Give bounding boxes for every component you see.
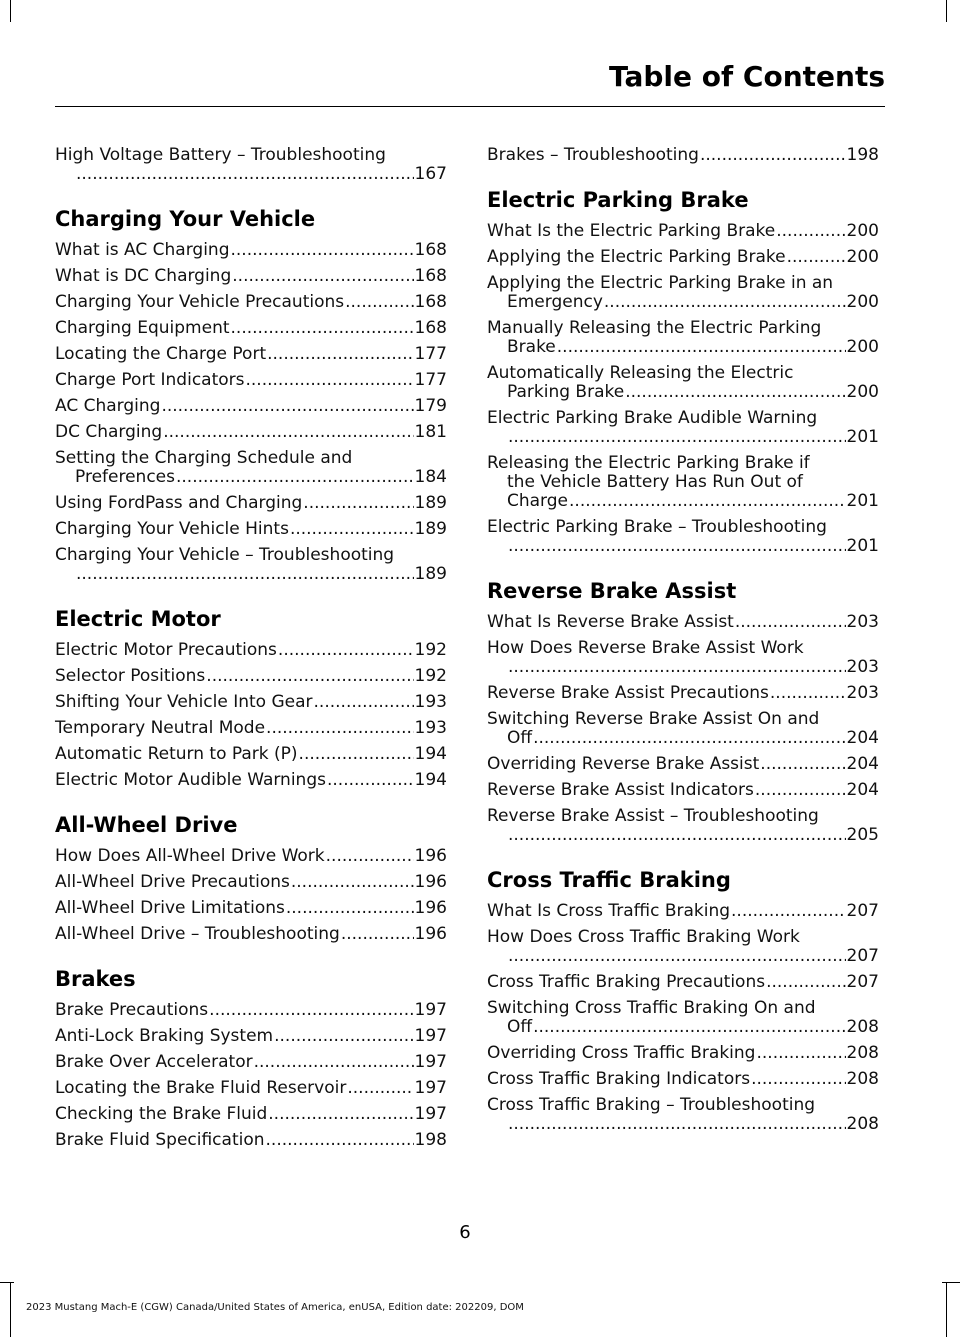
toc-entry-title: All-Wheel Drive – Troubleshooting [55,924,340,944]
toc-leader-dots [176,468,414,487]
toc-entry[interactable] [55,693,447,712]
toc-entry-title: Locating the Charge Port [55,344,267,364]
toc-leader-dots [533,729,845,748]
toc-entry-page: 167 [414,164,447,184]
toc-entry-title: Overriding Reverse Brake Assist [487,754,760,774]
toc-entry-title: Releasing the Electric Parking Brake if [487,453,810,473]
toc-entry[interactable] [487,518,879,556]
toc-leader-dots [766,973,845,992]
toc-entry[interactable] [55,847,447,866]
toc-entry-title: Reverse Brake Assist Precautions [487,683,769,703]
toc-leader-dots [232,267,413,286]
toc-entry-title: Charging Equipment [55,318,230,338]
toc-entry-title: Parking Brake [507,382,625,402]
toc-entry-title: Applying the Electric Parking Brake [487,247,786,267]
toc-entry-page: 168 [414,292,447,312]
toc-entry-title: the Vehicle Battery Has Run Out of [507,472,803,492]
toc-section-heading: Brakes [55,967,136,991]
toc-entry[interactable] [55,520,447,539]
toc-entry-page: 203 [846,683,879,703]
toc-entry-title: Checking the Brake Fluid [55,1104,268,1124]
page-number: 6 [459,1222,471,1243]
toc-entry-page: 192 [414,640,447,660]
toc-entry-title: Cross Traffic Braking Precautions [487,972,766,992]
toc-leader-dots [760,755,845,774]
toc-entry-title: What is AC Charging [55,240,230,260]
toc-entry-title: Off [507,728,533,748]
toc-leader-dots [787,248,846,267]
toc-entry-title: How Does Cross Traffic Braking Work [487,927,800,947]
toc-entry-title: Charging Your Vehicle Hints [55,519,289,539]
toc-entry-title: Brake Fluid Specification [55,1130,265,1150]
toc-entry-page: 168 [414,266,447,286]
toc-leader-dots [756,1044,845,1063]
toc-leader-dots [508,537,846,556]
toc-entry-title: Electric Parking Brake Audible Warning [487,408,818,428]
toc-entry-page: 196 [414,924,447,944]
toc-entry-page: 197 [414,1000,447,1020]
toc-entry-title: Brake [507,337,556,357]
toc-entry[interactable] [487,755,879,774]
toc-entry-page: 197 [414,1052,447,1072]
toc-entry-title: Shifting Your Vehicle Into Gear [55,692,313,712]
toc-leader-dots [700,146,846,165]
toc-entry-title: Applying the Electric Parking Brake in an [487,273,834,293]
toc-entry-title: What Is the Electric Parking Brake [487,221,776,241]
toc-entry-page: 203 [846,657,879,677]
toc-leader-dots [755,781,846,800]
toc-entry-title: Brake Over Accelerator [55,1052,253,1072]
toc-entry-page: 208 [846,1017,879,1037]
toc-entry[interactable] [55,925,447,944]
toc-entry[interactable] [487,409,879,447]
toc-entry-title: Switching Reverse Brake Assist On and [487,709,820,729]
toc-leader-dots [206,667,413,686]
toc-section-heading: Charging Your Vehicle [55,207,316,231]
toc-entry[interactable] [487,781,879,800]
crop-mark-bottom-left-v [10,1282,11,1337]
toc-entry-page: 200 [846,292,879,312]
toc-entry-title: Electric Parking Brake – Troubleshooting [487,517,827,537]
toc-entry-title: Brake Precautions [55,1000,209,1020]
toc-leader-dots [254,1053,414,1072]
toc-leader-dots [508,826,846,845]
toc-entry-title: What Is Reverse Brake Assist [487,612,734,632]
toc-entry-title: Automatic Return to Park (P) [55,744,298,764]
crop-mark-top-left-v [10,0,11,22]
toc-entry-title: Charge Port Indicators [55,370,245,390]
toc-entry[interactable] [55,667,447,686]
toc-entry[interactable] [55,423,447,442]
toc-entry-page: 193 [414,718,447,738]
toc-entry-page: 208 [846,1114,879,1134]
toc-entry[interactable] [55,719,447,738]
toc-entry-page: 203 [846,612,879,632]
toc-entry[interactable] [55,1027,447,1046]
toc-leader-dots [770,684,846,703]
toc-entry-title: Cross Traffic Braking Indicators [487,1069,751,1089]
toc-entry[interactable] [55,745,447,764]
toc-leader-dots [290,520,414,539]
toc-entry-title: Temporary Neutral Mode [55,718,266,738]
toc-section-heading: Electric Motor [55,607,221,631]
toc-entry-title: What Is Cross Traffic Braking [487,901,731,921]
toc-entry-page: 204 [846,728,879,748]
toc-leader-dots [299,745,414,764]
toc-entry[interactable] [487,1096,879,1134]
toc-entry-title: Locating the Brake Fluid Reservoir [55,1078,347,1098]
toc-entry[interactable] [487,928,879,966]
toc-entry-title: DC Charging [55,422,163,442]
toc-entry-page: 201 [846,427,879,447]
toc-entry[interactable] [55,641,447,660]
toc-entry[interactable] [487,274,879,312]
toc-entry-page: 207 [846,972,879,992]
toc-entry-page: 189 [414,519,447,539]
toc-leader-dots [161,397,413,416]
toc-section-heading: Reverse Brake Assist [487,579,737,603]
toc-entry-page: 184 [414,467,447,487]
toc-leader-dots [347,1079,413,1098]
toc-entry-title: Cross Traffic Braking – Troubleshooting [487,1095,816,1115]
toc-leader-dots [557,338,846,357]
toc-entry-page: 177 [414,344,447,364]
toc-entry-page: 200 [846,382,879,402]
toc-entry-title: Emergency [507,292,603,312]
toc-entry-page: 208 [846,1043,879,1063]
toc-leader-dots [604,293,846,312]
toc-entry-title: AC Charging [55,396,161,416]
toc-entry-page: 205 [846,825,879,845]
toc-entry-page: 177 [414,370,447,390]
toc-entry[interactable] [487,1070,879,1089]
toc-leader-dots [278,641,414,660]
crop-mark-bottom-right-v [946,1282,947,1337]
toc-leader-dots [508,1115,846,1134]
toc-leader-dots [76,165,414,184]
footer-edition: 2023 Mustang Mach-E (CGW) Canada/United States of America, enUSA, Edition date: 202209, DOM [26,1302,524,1313]
toc-entry-page: 204 [846,780,879,800]
toc-leader-dots [533,1018,845,1037]
toc-entry[interactable] [487,454,879,511]
toc-entry[interactable] [55,1105,447,1124]
toc-leader-dots [326,847,414,866]
toc-entry[interactable] [487,807,879,845]
toc-entry-page: 204 [846,754,879,774]
toc-entry-title: Automatically Releasing the Electric [487,363,794,383]
toc-entry-page: 196 [414,898,447,918]
toc-entry-title: Charge [507,491,569,511]
toc-entry[interactable] [55,449,447,487]
toc-entry-title: Manually Releasing the Electric Parking [487,318,822,338]
toc-leader-dots [286,899,414,918]
toc-entry-title: All-Wheel Drive Precautions [55,872,290,892]
toc-entry-page: 200 [846,337,879,357]
toc-entry[interactable] [487,364,879,402]
toc-entry-page: 201 [846,491,879,511]
toc-entry[interactable] [487,146,879,165]
toc-entry[interactable] [55,146,447,184]
toc-section-heading: All-Wheel Drive [55,813,238,837]
toc-entry-page: 207 [846,901,879,921]
toc-entry-page: 197 [414,1104,447,1124]
toc-entry-page: 189 [414,564,447,584]
toc-entry-title: Selector Positions [55,666,206,686]
toc-entry-page: 196 [414,872,447,892]
toc-leader-dots [303,494,413,513]
toc-entry[interactable] [55,293,447,312]
toc-entry-page: 192 [414,666,447,686]
toc-entry[interactable] [487,999,879,1037]
toc-entry-page: 207 [846,946,879,966]
toc-leader-dots [291,873,414,892]
toc-entry[interactable] [55,899,447,918]
toc-entry-page: 196 [414,846,447,866]
toc-entry[interactable] [487,902,879,921]
toc-leader-dots [266,1131,414,1150]
toc-entry[interactable] [55,873,447,892]
toc-leader-dots [209,1001,413,1020]
toc-leader-dots [625,383,845,402]
toc-entry-title: High Voltage Battery – Troubleshooting [55,145,386,165]
toc-entry-page: 193 [414,692,447,712]
toc-leader-dots [508,658,846,677]
toc-leader-dots [274,1027,413,1046]
toc-entry-title: Charging Your Vehicle – Troubleshooting [55,545,395,565]
toc-leader-dots [231,241,414,260]
toc-entry[interactable] [487,639,879,677]
toc-entry-page: 179 [414,396,447,416]
toc-leader-dots [76,565,414,584]
toc-leader-dots [163,423,413,442]
toc-entry-title: Switching Cross Traffic Braking On and [487,998,816,1018]
toc-entry[interactable] [487,973,879,992]
toc-entry[interactable] [487,319,879,357]
crop-mark-bottom-left-h [0,1282,14,1283]
toc-entry-title: Off [507,1017,533,1037]
toc-leader-dots [246,371,414,390]
toc-entry-title: What is DC Charging [55,266,232,286]
toc-entry-title: Reverse Brake Assist – Troubleshooting [487,806,819,826]
toc-entry-page: 200 [846,247,879,267]
page-title: Table of Contents [608,60,885,93]
toc-entry[interactable] [55,1079,447,1098]
toc-entry[interactable] [55,319,447,338]
toc-leader-dots [776,222,845,241]
crop-mark-bottom-right-h [942,1282,960,1283]
toc-left-column [55,146,447,1157]
toc-entry-title: Charging Your Vehicle Precautions [55,292,345,312]
toc-entry[interactable] [55,345,447,364]
toc-leader-dots [231,319,414,338]
toc-leader-dots [314,693,414,712]
header-rule [55,106,885,107]
toc-entry-title: Setting the Charging Schedule and [55,448,353,468]
toc-entry-title: Using FordPass and Charging [55,493,303,513]
toc-entry-page: 198 [846,145,879,165]
toc-entry[interactable] [55,241,447,260]
toc-leader-dots [508,428,846,447]
toc-entry[interactable] [55,397,447,416]
toc-right-column [487,146,879,1141]
toc-entry[interactable] [55,546,447,584]
toc-entry-title: Anti-Lock Braking System [55,1026,274,1046]
toc-entry-page: 168 [414,240,447,260]
toc-entry[interactable] [55,771,447,790]
toc-leader-dots [341,925,414,944]
toc-entry[interactable] [55,1001,447,1020]
toc-entry[interactable] [487,248,879,267]
toc-leader-dots [569,492,846,511]
toc-section-heading: Electric Parking Brake [487,188,749,212]
toc-entry[interactable] [55,1053,447,1072]
toc-entry[interactable] [55,494,447,513]
toc-entry-title: Overriding Cross Traffic Braking [487,1043,756,1063]
toc-entry[interactable] [487,613,879,632]
toc-entry-title: How Does Reverse Brake Assist Work [487,638,804,658]
toc-leader-dots [731,902,846,921]
toc-entry[interactable] [55,1131,447,1150]
toc-leader-dots [327,771,414,790]
toc-entry-page: 197 [414,1026,447,1046]
toc-entry-title: Electric Motor Audible Warnings [55,770,326,790]
toc-entry[interactable] [55,371,447,390]
toc-entry-page: 198 [414,1130,447,1150]
toc-entry-page: 201 [846,536,879,556]
toc-entry-page: 181 [414,422,447,442]
toc-entry-title: Brakes – Troubleshooting [487,145,699,165]
toc-entry-title: Reverse Brake Assist Indicators [487,780,754,800]
toc-entry-page: 194 [414,744,447,764]
crop-mark-top-right-v [946,0,947,22]
toc-entry[interactable] [487,222,879,241]
toc-entry-page: 168 [414,318,447,338]
toc-entry-title: Electric Motor Precautions [55,640,277,660]
toc-entry-title: All-Wheel Drive Limitations [55,898,285,918]
toc-section-heading: Cross Traffic Braking [487,868,731,892]
toc-leader-dots [266,719,414,738]
toc-leader-dots [751,1070,845,1089]
toc-leader-dots [268,1105,413,1124]
toc-entry-page: 194 [414,770,447,790]
toc-entry-page: 189 [414,493,447,513]
toc-entry-page: 200 [846,221,879,241]
toc-entry-title: How Does All-Wheel Drive Work [55,846,325,866]
toc-entry-page: 197 [414,1078,447,1098]
toc-leader-dots [508,947,846,966]
toc-leader-dots [267,345,413,364]
toc-leader-dots [735,613,846,632]
toc-entry[interactable] [487,1044,879,1063]
toc-leader-dots [345,293,413,312]
toc-entry-title: Preferences [75,467,175,487]
toc-entry[interactable] [487,684,879,703]
toc-entry[interactable] [487,710,879,748]
toc-entry[interactable] [55,267,447,286]
toc-entry-page: 208 [846,1069,879,1089]
